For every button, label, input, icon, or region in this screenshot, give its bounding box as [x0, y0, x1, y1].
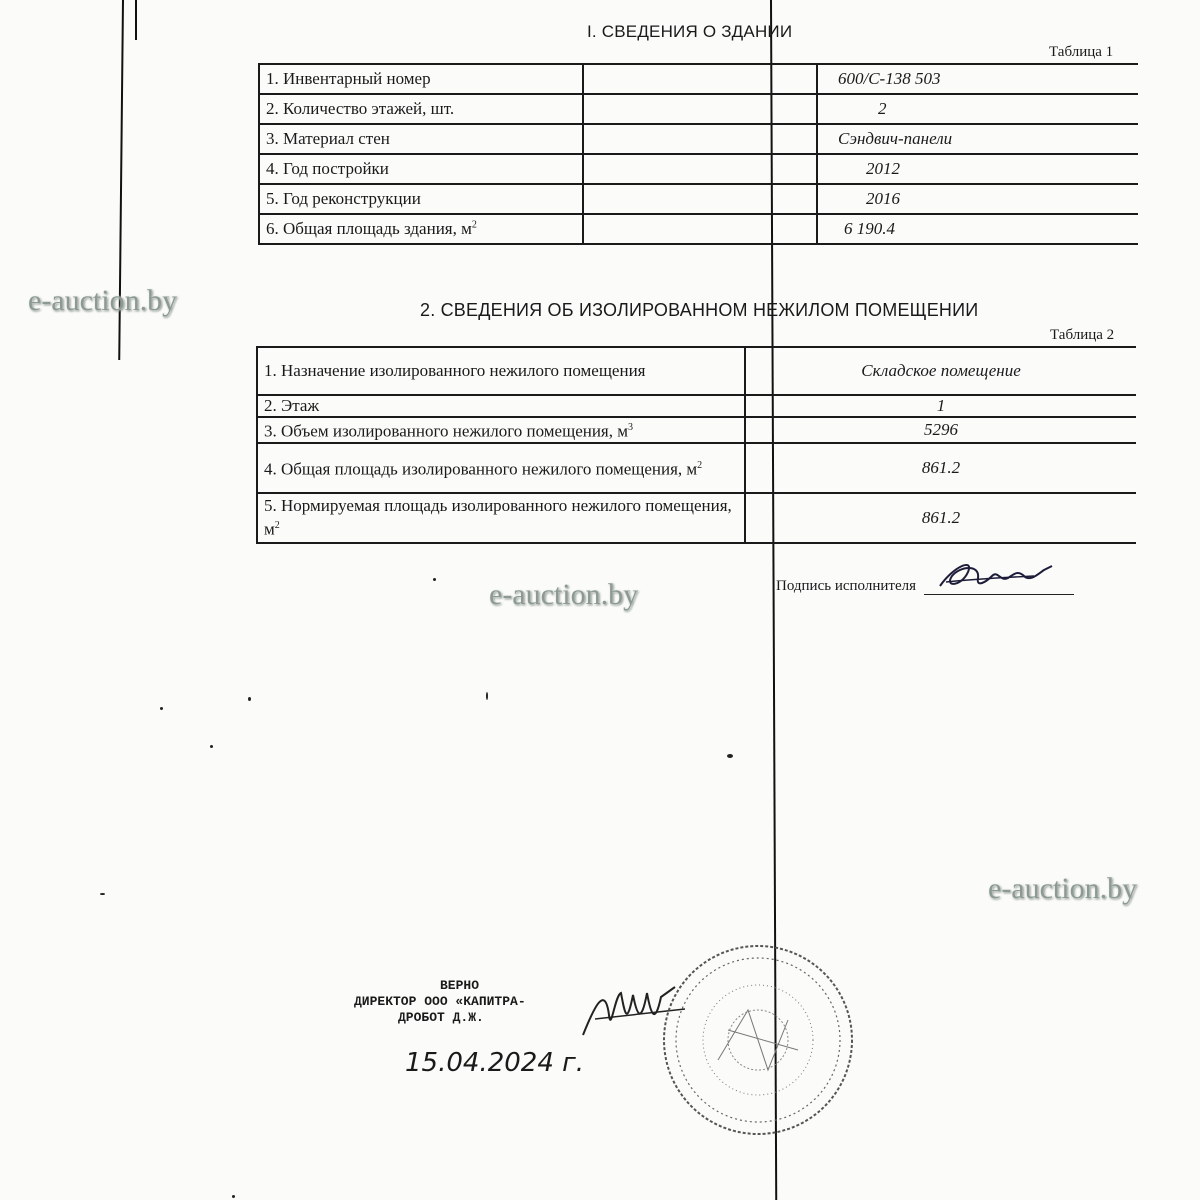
row-value: Сэндвич-панели	[817, 124, 1138, 154]
cert-line: ДРОБОТ Д.Ж.	[398, 1010, 484, 1025]
row-value: 861.2	[745, 493, 1136, 543]
official-seal-icon	[658, 940, 858, 1140]
table-row	[259, 184, 1138, 214]
row-label: 2. Количество этажей, шт.	[259, 94, 583, 124]
table-row	[259, 154, 1138, 184]
row-label: 1. Инвентарный номер	[259, 64, 583, 94]
certification-stamp	[340, 978, 526, 1026]
row-label: 1. Назначение изолированного нежилого помещения	[257, 347, 745, 395]
table-row	[257, 493, 1136, 543]
row-label: 3. Объем изолированного нежилого помещения, $м^3$	[257, 417, 745, 443]
table1-caption: Таблица 1	[1049, 44, 1114, 60]
scan-speck	[486, 692, 488, 700]
empty-cell	[583, 124, 817, 154]
empty-cell	[583, 154, 817, 184]
row-label: 5. Год реконструкции	[259, 184, 583, 214]
row-label: 2. Этаж	[257, 395, 745, 417]
table-row	[257, 417, 1136, 443]
section1-heading: I. СВЕДЕНИЯ О ЗДАНИИ	[587, 22, 793, 41]
scan-speck	[160, 707, 163, 710]
scan-speck	[210, 745, 213, 748]
row-label: 4. Год постройки	[259, 154, 583, 184]
table-row	[257, 347, 1136, 395]
table-row	[259, 64, 1138, 94]
row-value: 861.2	[745, 443, 1136, 493]
row-label: 6. Общая площадь здания, $м^2$	[259, 214, 583, 244]
certification-date: 15.04.2024 г.	[405, 1048, 585, 1078]
signature-line	[924, 580, 1074, 595]
row-label: 3. Материал стен	[259, 124, 583, 154]
scan-line-top	[135, 0, 137, 40]
building-info-table	[258, 63, 1138, 245]
watermark: e-auction.by	[988, 872, 1138, 905]
table-row	[259, 214, 1138, 244]
row-value: 2	[817, 94, 1138, 124]
premises-info-table	[256, 346, 1136, 544]
row-value: 2012	[817, 154, 1138, 184]
row-value: 6 190.4	[817, 214, 1138, 244]
table-row	[259, 94, 1138, 124]
table-row	[259, 124, 1138, 154]
empty-cell	[583, 214, 817, 244]
scan-speck	[100, 893, 105, 895]
row-label: 5. Нормируемая площадь изолированного нежилого помещения, $м^2$	[257, 493, 745, 543]
row-value: Складское помещение	[745, 347, 1136, 395]
scan-speck	[433, 578, 436, 581]
row-value: 5296	[745, 417, 1136, 443]
row-value: 600/С-138 503	[817, 64, 1138, 94]
scan-speck	[727, 754, 733, 758]
section2-heading: 2. СВЕДЕНИЯ ОБ ИЗОЛИРОВАННОМ НЕЖИЛОМ ПОМЕЩЕНИИ	[420, 300, 979, 320]
cert-line: ВЕРНО	[440, 978, 480, 993]
watermark: e-auction.by	[28, 284, 178, 317]
cert-line: ДИРЕКТОР ООО «КАПИТРА-	[354, 994, 526, 1009]
signature-label: Подпись исполнителя	[776, 578, 916, 594]
empty-cell	[583, 184, 817, 214]
row-value: 1	[745, 395, 1136, 417]
empty-cell	[583, 64, 817, 94]
row-value: 2016	[817, 184, 1138, 214]
table2-caption: Таблица 2	[1050, 327, 1115, 343]
table-row	[257, 395, 1136, 417]
row-label: 4. Общая площадь изолированного нежилого помещения, $м^2$	[257, 443, 745, 493]
empty-cell	[583, 94, 817, 124]
table-row	[257, 443, 1136, 493]
executor-signature-block	[776, 578, 1074, 595]
scan-speck	[232, 1195, 235, 1198]
watermark: e-auction.by	[489, 578, 639, 611]
handwritten-signature-icon	[934, 556, 1084, 596]
scan-speck	[248, 697, 251, 701]
